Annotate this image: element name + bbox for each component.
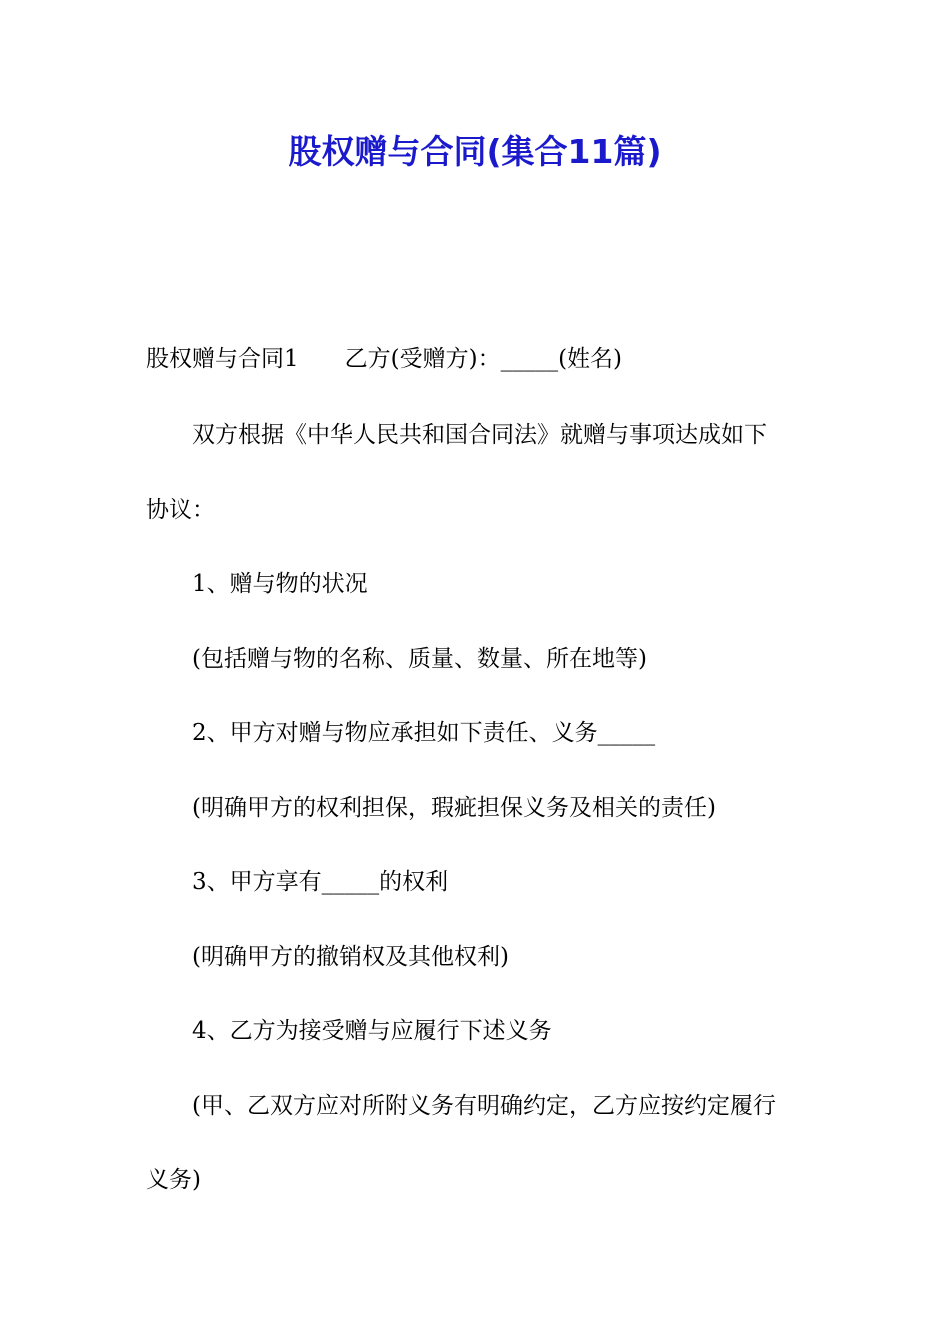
paragraph-intro-continued: 协议：: [146, 497, 215, 523]
document-title: 股权赠与合同(集合11篇): [288, 132, 662, 171]
clause-1-note: (包括赠与物的名称、质量、数量、所在地等): [192, 646, 647, 672]
clause-2-note: (明确甲方的权利担保，瑕疵担保义务及相关的责任): [192, 795, 716, 821]
clause-1: 1、赠与物的状况: [192, 571, 368, 597]
clause-3-note: (明确甲方的撤销权及其他权利): [192, 944, 509, 970]
paragraph-intro: 双方根据《中华人民共和国合同法》就赠与事项达成如下: [192, 422, 767, 448]
clause-4-note: (甲、乙双方应对所附义务有明确约定，乙方应按约定履行: [192, 1093, 776, 1119]
clause-4: 4、乙方为接受赠与应履行下述义务: [192, 1018, 552, 1044]
contract-heading-line: 股权赠与合同1 乙方(受赠方)：_____(姓名): [146, 346, 623, 372]
clause-3: 3、甲方享有_____的权利: [192, 869, 449, 895]
clause-2: 2、甲方对赠与物应承担如下责任、义务_____: [192, 720, 656, 746]
clause-4-note-continued: 义务): [146, 1167, 201, 1193]
